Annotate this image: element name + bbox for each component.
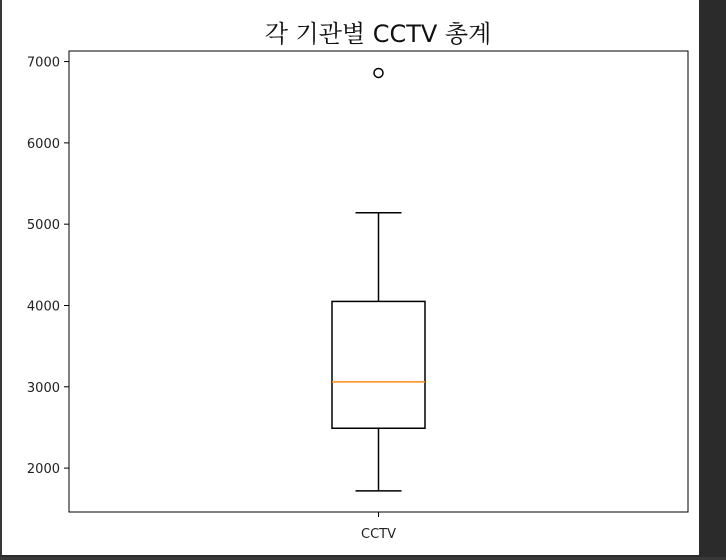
- y-axis: [27, 56, 69, 478]
- figure-canvas: [2, 0, 699, 555]
- y-tick-label: 6000: [26, 136, 60, 152]
- window-edge-right: [699, 0, 726, 557]
- x-axis: [361, 512, 396, 542]
- outlier-point: [374, 68, 383, 77]
- interquartile-box: [332, 301, 425, 428]
- y-tick-label: 4000: [26, 299, 60, 315]
- chart: [2, 0, 699, 555]
- y-tick-label: 7000: [26, 55, 60, 71]
- chart-title: 각 기관별 CCTV 총계: [264, 20, 492, 48]
- y-tick-label: 5000: [26, 218, 60, 234]
- boxplot-group: [332, 68, 425, 490]
- x-tick-label: CCTV: [361, 527, 396, 542]
- y-tick-label: 2000: [26, 462, 60, 478]
- y-tick-label: 3000: [26, 380, 60, 396]
